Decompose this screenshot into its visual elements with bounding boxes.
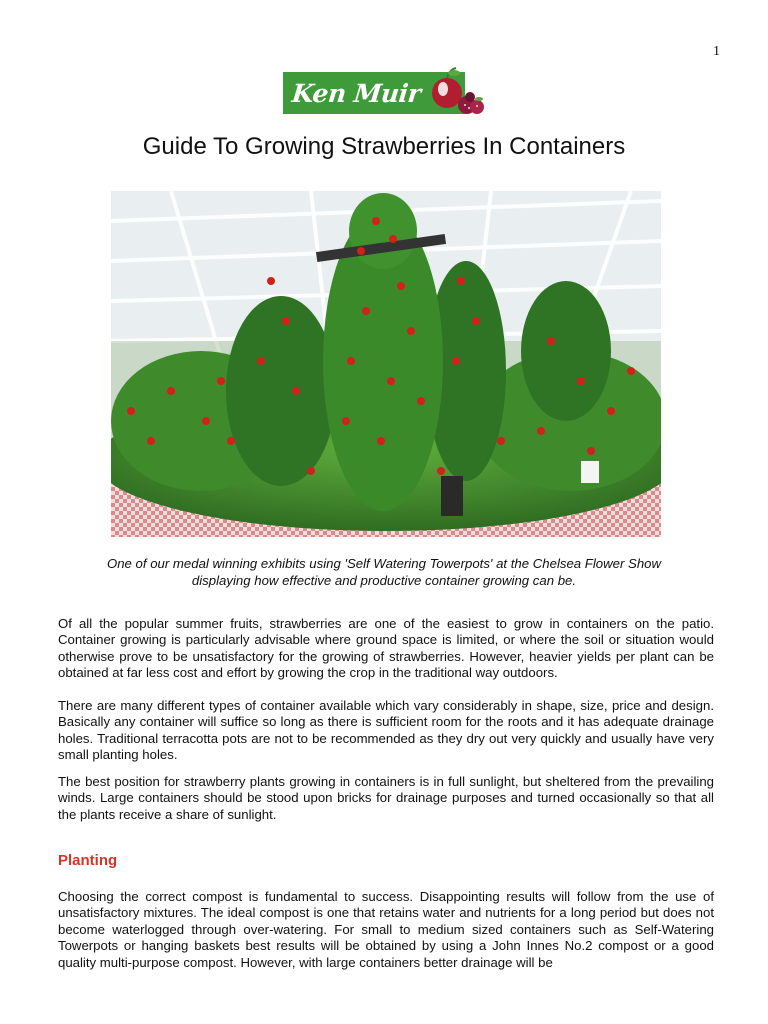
page-title: Guide To Growing Strawberries In Containers — [142, 133, 626, 160]
intro-paragraph: Of all the popular summer fruits, strawberries are one of the easiest to grow in containers on the patio. Container growing is particularly advisable where ground space is limited, or where the soil or situation would otherwise prove to be unsatisfactory for the growing of strawberries. However, heavier yields per plant can be obtained at far less cost and effort by growing the crop in the traditional way outdoors. — [58, 616, 714, 681]
logo-wordmark: Ken Muir — [290, 78, 422, 108]
logo-wordmark-box — [283, 72, 429, 114]
caption-line-2: displaying how effective and productive container growing can be. — [191, 573, 577, 588]
position-paragraph: The best position for strawberry plants growing in containers is in full sunlight, but sheltered from the prevailing winds. Large containers should be stood upon bricks for drainage purposes and turned occasionally so that all the plants receive a share of sunlight. — [58, 774, 714, 822]
caption-line-1: One of our medal winning exhibits using 'Self Watering Towerpots' at the Chelsea Flower Show — [106, 556, 662, 571]
photo-caption — [74, 555, 694, 589]
section-heading-planting: Planting — [58, 852, 118, 869]
planting-paragraph: Choosing the correct compost is fundamental to success. Disappointing results will follow from the use of unsatisfactory mixtures. The ideal compost is one that retains water and nutrients for a long period but does not become waterlogged through over-watering. For small to medium sized containers such as Self-Watering Towerpots or hanging baskets best results will be obtained by using a John Innes No.2 compost or a good quality multi-purpose compost. However, with large containers better drainage will be — [58, 889, 714, 970]
container-types-paragraph: There are many different types of container available which vary considerably in shape, size, price and design. Basically any container will suffice so long as there is sufficient room for the roots and it has adequate drainage holes. Traditional terracotta pots are not to be recommended as they dry out very quickly and usually have very small planting holes. — [58, 698, 714, 763]
page-number: 1 — [713, 44, 720, 59]
apple-strawberry-icon — [429, 65, 489, 117]
ken-muir-logo — [283, 65, 489, 117]
strawberry-exhibit-photo — [111, 191, 661, 537]
